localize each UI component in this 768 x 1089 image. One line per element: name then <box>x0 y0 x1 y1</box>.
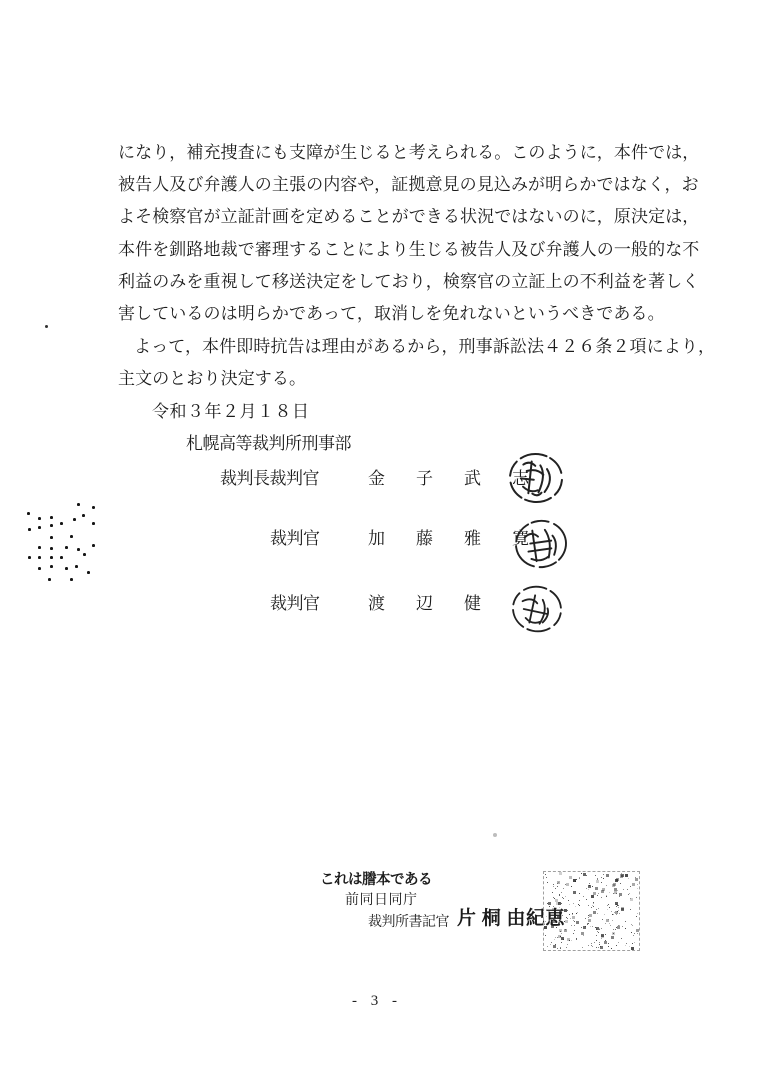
noise-dot <box>77 503 80 506</box>
presiding-judge-title: 裁判長裁判官 <box>220 469 319 488</box>
noise-dot <box>27 512 30 515</box>
body-text-line-2: 被告人及び弁護人の主張の内容や，証拠意見の見込みが明らかではなく，お <box>118 175 699 194</box>
noise-dot <box>38 517 41 520</box>
court-name: 札幌高等裁判所刑事部 <box>186 434 351 453</box>
noise-dot <box>70 578 73 581</box>
judge-3-name: 渡 辺 健 <box>368 594 488 613</box>
noise-dot <box>50 524 53 527</box>
noise-dot <box>65 546 68 549</box>
noise-dot <box>92 522 95 525</box>
noise-speck <box>45 325 48 328</box>
noise-dot <box>38 556 41 559</box>
same-date-office-statement: 前同日同庁 <box>345 893 418 908</box>
noise-dot <box>50 556 53 559</box>
noise-dot <box>48 578 51 581</box>
noise-dot <box>28 528 31 531</box>
noise-dot <box>70 535 73 538</box>
court-clerk-name: 片 桐 由紀恵 <box>457 908 566 929</box>
noise-dot <box>77 548 80 551</box>
noise-dot <box>87 571 90 574</box>
noise-dot <box>50 516 53 519</box>
noise-dot <box>73 518 76 521</box>
noise-dot <box>50 536 53 539</box>
body-text-line-6: 害しているのは明らかであって，取消しを免れないというべきである。 <box>118 304 665 323</box>
conclusion-line-1: よって，本件即時抗告は理由があるから，刑事訴訟法４２６条２項により， <box>134 337 716 356</box>
body-text-line-3: よそ検察官が立証計画を定めることができる状況ではないのに，原決定は， <box>118 207 700 226</box>
court-clerk-title: 裁判所書記官 <box>368 915 449 930</box>
noise-dot <box>65 567 68 570</box>
page-number: - 3 - <box>352 993 402 1009</box>
seal-speckle-texture <box>544 872 545 873</box>
judge-3-seal-stamp-icon <box>503 579 570 640</box>
judge-3-title: 裁判官 <box>270 594 320 613</box>
noise-dot <box>83 553 86 556</box>
noise-dot <box>60 556 63 559</box>
noise-dot <box>60 522 63 525</box>
noise-dot <box>75 565 78 568</box>
noise-dot <box>28 556 31 559</box>
noise-dot <box>50 565 53 568</box>
certified-copy-statement: これは謄本である <box>320 872 432 888</box>
noise-dot <box>92 544 95 547</box>
presiding-judge-seal-stamp-icon <box>503 448 568 508</box>
judge-2-seal-stamp-icon <box>509 514 574 574</box>
judge-2-name: 加 藤 雅 寛 <box>368 529 536 548</box>
body-text-line-5: 利益のみを重視して移送決定をしており，検察官の立証上の不利益を著しく <box>118 272 700 291</box>
body-text-line-1: になり，補充捜査にも支障が生じると考えられる。このように，本件では， <box>118 143 700 162</box>
clerk-square-seal-stamp-icon <box>543 871 640 951</box>
noise-dot <box>38 546 41 549</box>
judge-2-title: 裁判官 <box>270 529 320 548</box>
noise-dot <box>38 567 41 570</box>
noise-dot <box>50 547 53 550</box>
noise-dot <box>92 506 95 509</box>
noise-dot <box>82 514 85 517</box>
conclusion-line-2: 主文のとおり決定する。 <box>118 369 307 388</box>
decision-date: 令和３年２月１８日 <box>152 402 310 421</box>
body-text-line-4: 本件を釧路地裁で審理することにより生じる被告人及び弁護人の一般的な不 <box>118 240 700 259</box>
noise-speck <box>493 833 497 837</box>
noise-dot <box>38 526 41 529</box>
presiding-judge-name: 金 子 武 志 <box>368 469 536 488</box>
